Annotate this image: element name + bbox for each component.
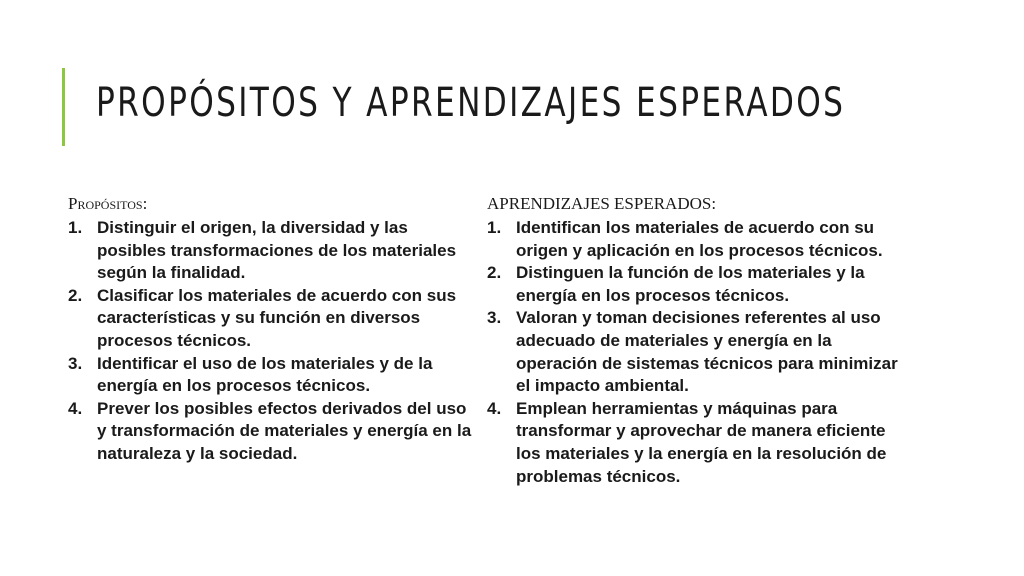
list-item: [487, 262, 902, 307]
item-text: Prever los posibles efectos derivados del uso y transformación de materiales y energía en la naturaleza y la sociedad.: [97, 398, 472, 463]
item-number: 1.: [487, 218, 502, 237]
item-number: 1.: [68, 218, 83, 237]
list-item: [68, 398, 478, 466]
propositos-list: [68, 217, 478, 466]
item-text: Emplean herramientas y máquinas para transformar y aprovechar de manera eficiente los materiales y la energía en la resolución de problemas técnicos.: [516, 398, 887, 486]
item-text: Identificar el uso de los materiales y de la energía en los procesos técnicos.: [97, 353, 433, 396]
aprendizajes-column: [487, 194, 902, 488]
list-item: [68, 353, 478, 398]
list-item: [68, 217, 478, 285]
list-item: [487, 307, 902, 397]
aprendizajes-list: [487, 217, 902, 488]
item-text: Identifican los materiales de acuerdo con su origen y aplicación en los procesos técnicos.: [516, 218, 883, 260]
item-number: 2.: [68, 285, 83, 305]
list-item: [487, 398, 902, 488]
item-number: 3.: [487, 308, 502, 328]
propositos-heading: Propósitos:: [68, 194, 148, 213]
slide-title: PROPÓSITOS Y APRENDIZAJES ESPERADOS: [96, 80, 846, 126]
item-number: 3.: [68, 353, 83, 373]
item-text: Valoran y toman decisiones referentes al uso adecuado de materiales y energía en la operación de sistemas técnicos para minimizar el impacto ambiental.: [516, 308, 898, 396]
aprendizajes-heading: APRENDIZAJES ESPERADOS:: [487, 194, 717, 213]
item-number: 2.: [487, 263, 502, 283]
list-item: [487, 217, 902, 262]
list-item: [68, 285, 478, 353]
title-accent-bar: [62, 68, 65, 146]
item-number: 4.: [68, 398, 83, 418]
item-text: Clasificar los materiales de acuerdo con sus características y su función en diversos procesos técnicos.: [97, 285, 457, 350]
item-text: Distinguen la función de los materiales y la energía en los procesos técnicos.: [516, 263, 865, 305]
propositos-column: [68, 194, 478, 466]
item-number: 4.: [487, 398, 502, 418]
item-text: Distinguir el origen, la diversidad y las posibles transformaciones de los materiales según la finalidad.: [97, 218, 457, 283]
